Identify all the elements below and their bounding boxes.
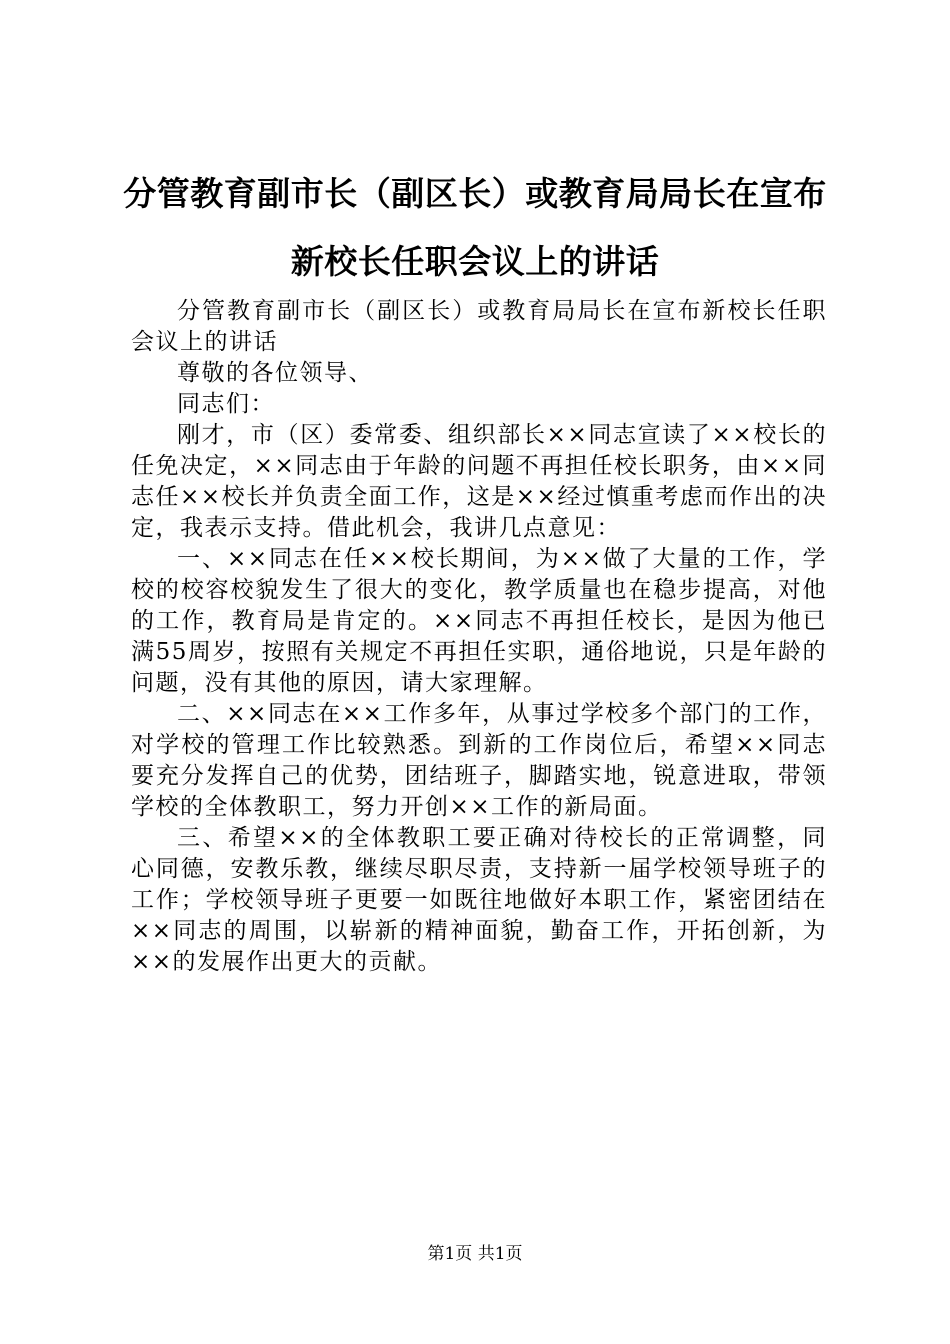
document-title: 分管教育副市长（副区长）或教育局局长在宣布新校长任职会议上的讲话	[123, 174, 827, 281]
paragraph-heading-repeat: 分管教育副市长（副区长）或教育局局长在宣布新校长任职会议上的讲话	[131, 298, 827, 355]
paragraph-point-two: 二、××同志在××工作多年，从事过学校多个部门的工作，对学校的管理工作比较熟悉。到新的工作岗位后，希望××同志要充分发挥自己的优势，团结班子，脚踏实地，锐意进取，带领学校的全体教职工，努力开创××工作的新局面。	[131, 701, 827, 820]
paragraph-salutation-leaders: 尊敬的各位领导、	[177, 360, 373, 386]
paragraph-point-three: 三、希望××的全体教职工要正确对待校长的正常调整，同心同德，安教乐教，继续尽职尽责，支持新一届学校领导班子的工作；学校领导班子更要一如既往地做好本职工作，紧密团结在××同志的周围，以崭新的精神面貌，勤奋工作，开拓创新，为××的发展作出更大的贡献。	[131, 825, 827, 975]
document-body	[131, 296, 827, 978]
page-number-footer: 第1页 共1页	[427, 1244, 523, 1264]
paragraph-intro: 刚才，市（区）委常委、组织部长××同志宣读了××校长的任免决定，××同志由于年龄的问题不再担任校长职务，由××同志任××校长并负责全面工作，这是××经过慎重考虑而作出的决定，我表示支持。借此机会，我讲几点意见：	[131, 422, 827, 541]
paragraph-point-one: 一、××同志在任××校长期间，为××做了大量的工作，学校的校容校貌发生了很大的变化，教学质量也在稳步提高，对他的工作，教育局是肯定的。××同志不再担任校长，是因为他已满55周岁，按照有关规定不再担任实职，通俗地说，只是年龄的问题，没有其他的原因，请大家理解。	[131, 546, 827, 696]
paragraph-salutation-comrades: 同志们：	[177, 391, 275, 417]
